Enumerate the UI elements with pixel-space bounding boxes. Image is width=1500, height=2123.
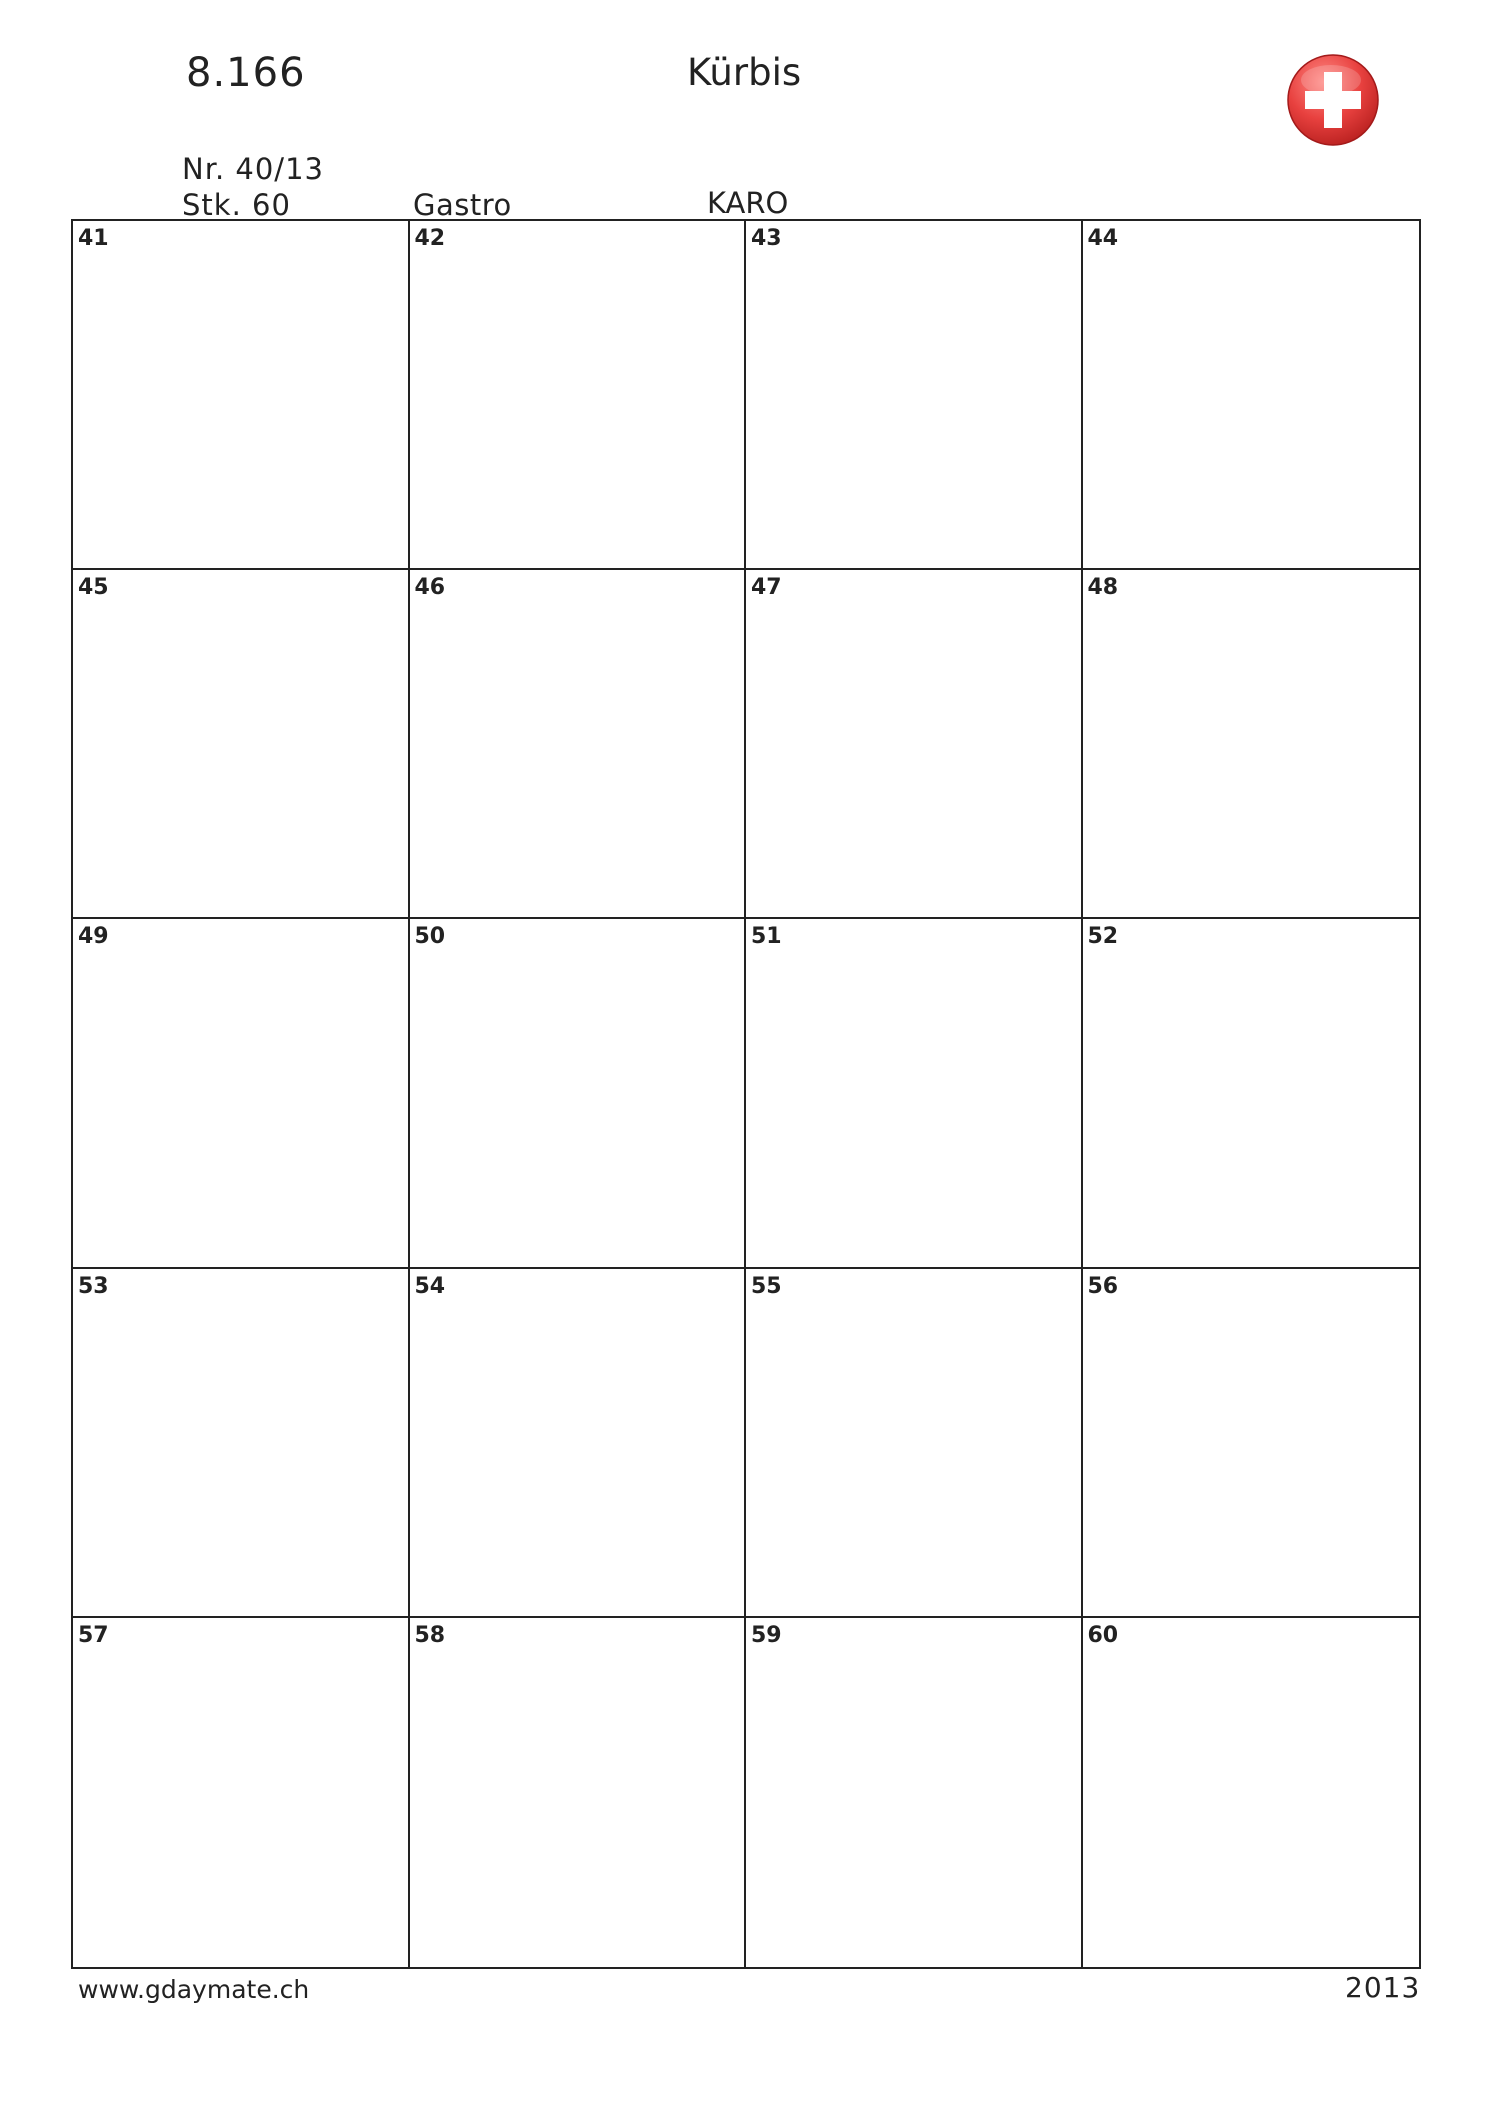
grid-cell: [746, 221, 1083, 570]
grid-cell: [410, 1618, 747, 1967]
grid-cell: [410, 221, 747, 570]
pattern-label: KARO: [707, 186, 789, 220]
grid-cell: [746, 1269, 1083, 1618]
cell-number: 53: [78, 1273, 109, 1299]
grid-cell: [1083, 221, 1420, 570]
footer-url: www.gdaymate.ch: [78, 1975, 310, 2004]
grid-cell: [1083, 1269, 1420, 1618]
grid-cell: [410, 1269, 747, 1618]
grid-cell: [73, 1269, 410, 1618]
cell-number: 44: [1087, 226, 1119, 251]
cell-number: 55: [751, 1273, 782, 1299]
grid-cell: [746, 570, 1083, 919]
grid-cell: [73, 1618, 410, 1967]
cell-number: 48: [1087, 575, 1119, 601]
grid-cell: [410, 919, 747, 1268]
cell-number: 60: [1087, 1622, 1119, 1648]
document-title: Kürbis: [687, 51, 802, 94]
cell-number: 43: [751, 226, 782, 251]
grid-cell: [1083, 570, 1420, 919]
cell-number: 51: [751, 924, 782, 950]
numbered-grid: [71, 219, 1421, 1969]
category-label: Gastro: [413, 188, 512, 222]
grid-cell: [73, 919, 410, 1268]
cell-number: 49: [78, 924, 109, 950]
cell-number: 59: [751, 1622, 782, 1648]
cell-number: 58: [414, 1622, 446, 1648]
cell-number: 54: [414, 1273, 446, 1299]
cell-number: 41: [78, 226, 109, 251]
cell-number: 52: [1087, 924, 1119, 950]
grid-cell: [73, 221, 410, 570]
grid-cell: [1083, 1618, 1420, 1967]
grid-cell: [410, 570, 747, 919]
cell-number: 47: [751, 575, 782, 601]
grid-cell: [746, 919, 1083, 1268]
footer-year: 2013: [1345, 1971, 1421, 2004]
piece-count: Stk. 60: [182, 188, 291, 222]
grid-cell: [1083, 919, 1420, 1268]
document-number: 8.166: [186, 50, 306, 96]
cell-number: 42: [414, 226, 446, 251]
cell-number: 56: [1087, 1273, 1119, 1299]
cell-number: 45: [78, 575, 109, 601]
swiss-cross-icon: [1285, 52, 1381, 148]
grid-cell: [746, 1618, 1083, 1967]
cell-number: 57: [78, 1622, 109, 1648]
grid-cell: [73, 570, 410, 919]
cell-number: 50: [414, 924, 446, 950]
cell-number: 46: [414, 575, 446, 601]
item-number: Nr. 40/13: [182, 152, 324, 186]
